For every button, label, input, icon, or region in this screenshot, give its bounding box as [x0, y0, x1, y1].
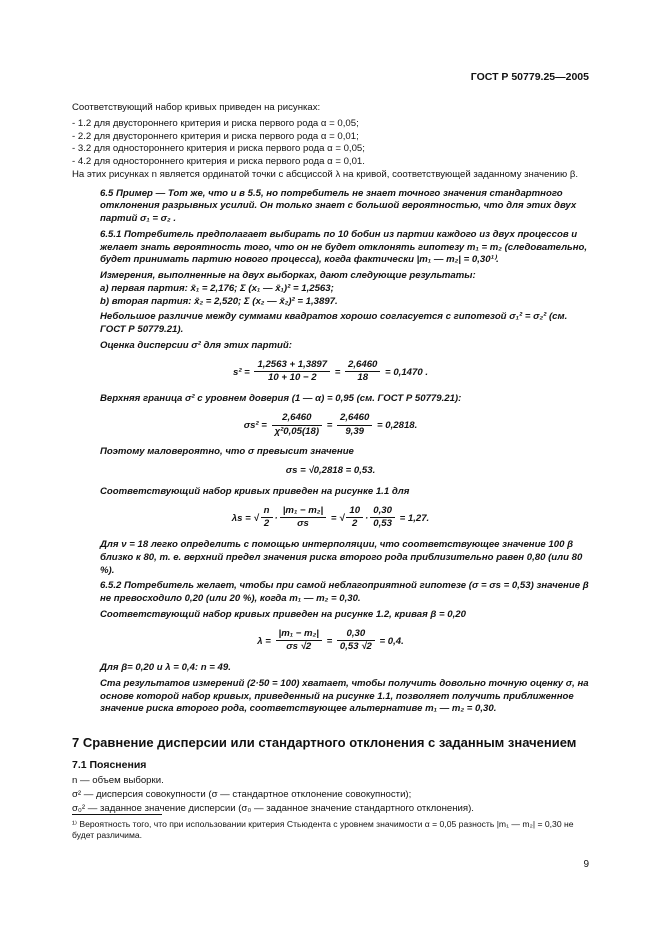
- fraction: [337, 628, 375, 655]
- denominator: σs √2: [286, 641, 312, 653]
- formula-eq: = √: [330, 512, 345, 524]
- formula-result: = 1,27.: [399, 512, 430, 524]
- denominator: 2: [352, 518, 358, 530]
- curves-1-2-text: Соответствующий набор кривых приведен на рисунке 1.2, кривая β = 0,20: [100, 608, 466, 620]
- doc-code-header: ГОСТ Р 50779.25—2005: [470, 71, 589, 83]
- variance-estimate-text: Оценка дисперсии σ² для этих партий:: [100, 339, 292, 351]
- paragraph-6-5-1: 6.5.1 Потребитель предполагает выбирать по 10 бобин из партии каждого из двух процессов и желает знать вероятность того, что он не будет отклонять гипотезу m₁ = m₂ (следовательно, будет принимать партию нового процесса), когда фактически |m₁ — m₂| = 0,30¹⁾.: [100, 228, 588, 266]
- formula-upper-bound: σs² = $\frac{2,6460}{\text{χ²0,05(18)}}$ = $\frac{2,6460}{9,39}$ = 0,2818.: [243, 411, 418, 437]
- numerator: 10: [346, 505, 363, 519]
- list-item: - 3.2 для одностороннего критерия и риска первого рода α = 0,05;: [72, 143, 365, 155]
- intro-text: Соответствующий набор кривых приведен на рисунках:: [72, 102, 321, 113]
- denominator: 0,53: [373, 518, 392, 530]
- formula-lhs: λs = √: [231, 512, 259, 524]
- fraction: [337, 412, 372, 439]
- fraction: [370, 505, 395, 532]
- fraction: [276, 628, 322, 655]
- list-item: - 4.2 для одностороннего критерия и риска первого рода α = 0,01.: [72, 156, 365, 167]
- formula-result: = 0,2818.: [377, 419, 418, 431]
- definition-line: n — объем выборки.: [72, 775, 164, 787]
- numerator: 0,30: [337, 628, 375, 642]
- nu-18-text: Для ν = 18 легко определить с помощью интерполяции, что соответствующее значение 100 β близко к 80, т. е. верхний предел значения риска второго рода приблизительно равен 0,80 (или 80 %).: [100, 539, 583, 576]
- fraction: [345, 359, 380, 386]
- numerator: 1,2563 + 1,3897: [254, 359, 330, 373]
- formula-lambda-s: λs = √ $\frac{n}{2}$ · $\frac{\text{|m₁ − m₂|}}{\sigma s}$ = √ $\frac{10}{2}$ · $\frac{0,30}{0,53}$ = 1,27.: [231, 504, 430, 530]
- hundred-results-text: Ста результатов измерений (2·50 = 100) хватает, чтобы получить довольно точную оценку σ, на основе которой набор кривых, приведенный на рисунке 1.1, позволяет получить приближенное значение риска второго рода, соответствующее альтернативе m₁ — m₂ = 0,30.: [100, 677, 589, 715]
- fraction: [254, 359, 330, 386]
- paragraph-6-5-2: 6.5.2 Потребитель желает, чтобы при самой неблагоприятной гипотезе (σ = σs = 0,53) значение β не превосходило 0,20 (или 20 %), когда m₁ — m₂ = 0,30.: [100, 580, 589, 604]
- numerator: 0,30: [370, 505, 395, 519]
- numerator: n: [261, 505, 273, 519]
- page-body: [72, 102, 589, 818]
- denominator: 9,39: [345, 425, 364, 437]
- formula-lambda: λ = $\frac{\text{|m₁ − m₂|}}{\sigma s √2}$ = $\frac{0,30}{0,53 √2}$ = 0,4.: [257, 627, 404, 653]
- formula-variance: s² = $\frac{1,2563 + 1,3897}{10 + 10 - 2}$ = $\frac{2,6460}{18}$ = 0,1470 .: [232, 358, 428, 384]
- fraction: [280, 505, 326, 532]
- page-number: 9: [583, 859, 589, 870]
- formula-result: = 0,1470 .: [385, 366, 428, 378]
- formula-lhs: λ =: [257, 635, 271, 647]
- fraction: [272, 412, 322, 439]
- denominator: χ²0,05(18): [274, 425, 320, 437]
- ordinate-note: На этих рисунках n является ординатой точки с абсциссой λ на кривой, соответствующей заданному значению β.: [72, 168, 579, 180]
- formula-sigma-s: σs = √0,2818 = 0,53.: [285, 465, 376, 476]
- section-7-heading: 7 Сравнение дисперсии или стандартного отклонения с заданным значением: [72, 735, 577, 750]
- unlikely-text: Поэтому маловероятно, что σ превысит значение: [100, 446, 354, 458]
- upper-bound-text: Верхняя граница σ² с уровнем доверия (1 — α) = 0,95 (см. ГОСТ Р 50779.21):: [100, 393, 462, 404]
- numerator: |m₁ − m₂|: [280, 505, 326, 519]
- formula-result: = 0,4.: [379, 635, 404, 647]
- denominator: 10 + 10 − 2: [268, 372, 317, 384]
- denominator: 0,53 √2: [339, 641, 372, 653]
- denominator: 18: [357, 372, 369, 384]
- list-item: - 2.2 для двустороннего критерия и риска первого рода α = 0,01;: [72, 130, 359, 142]
- curves-1-1-text: Соответствующий набор кривых приведен на рисунке 1.1 для: [100, 485, 410, 497]
- footnote: ¹⁾ Вероятность того, что при использовании критерия Стьюдента с уровнем значимости α = 0,05 разность |m₁ — m₂| = 0,30 не будет различима.: [72, 819, 574, 841]
- party-b: b) вторая партия: x̄₂ = 2,520; Σ (x₂ — x̄₂)² = 1,3897.: [100, 295, 338, 307]
- numerator: 2,6460: [345, 359, 380, 373]
- list-item: - 1.2 для двустороннего критерия и риска первого рода α = 0,05;: [72, 117, 359, 129]
- beta-result-text: Для β= 0,20 и λ = 0,4: n = 49.: [100, 662, 231, 673]
- footnote-divider: [72, 814, 162, 815]
- definition-line: σ² — дисперсия совокупности (σ — стандартное отклонение совокупности);: [72, 788, 412, 800]
- small-diff-text: Небольшое различие между суммами квадратов хорошо согласуется с гипотезой σ₁² = σ₂² (см. ГОСТ Р 50779.21).: [100, 311, 568, 335]
- denominator: 2: [263, 518, 270, 530]
- figure-list: [72, 118, 589, 169]
- formula-lhs: σs² =: [243, 419, 267, 431]
- measurements-text: Измерения, выполненные на двух выборках, дают следующие результаты:: [100, 270, 476, 281]
- fraction: [261, 505, 273, 532]
- example-6-5: 6.5 Пример — Тот же, что и в 5.5, но потребитель не знает точного значения стандартного отклонения разрывных усилий. Он только знает с большой вероятностью, что для этих двух партий σ₁ = σ₂ .: [100, 187, 577, 224]
- numerator: 2,6460: [272, 412, 322, 426]
- fraction: [346, 505, 363, 532]
- subsection-7-1-heading: 7.1 Пояснения: [72, 759, 147, 772]
- numerator: |m₁ − m₂|: [276, 628, 322, 642]
- party-a: a) первая партия: x̄₁ = 2,176; Σ (x₁ — x̄₁)² = 1,2563;: [100, 282, 334, 294]
- formula-lhs: s² =: [232, 366, 250, 378]
- denominator: σs: [297, 518, 309, 530]
- definition-line: σ₀² — заданное значение дисперсии (σ₀ — заданное значение стандартного отклонения).: [72, 802, 474, 814]
- numerator: 2,6460: [337, 412, 372, 426]
